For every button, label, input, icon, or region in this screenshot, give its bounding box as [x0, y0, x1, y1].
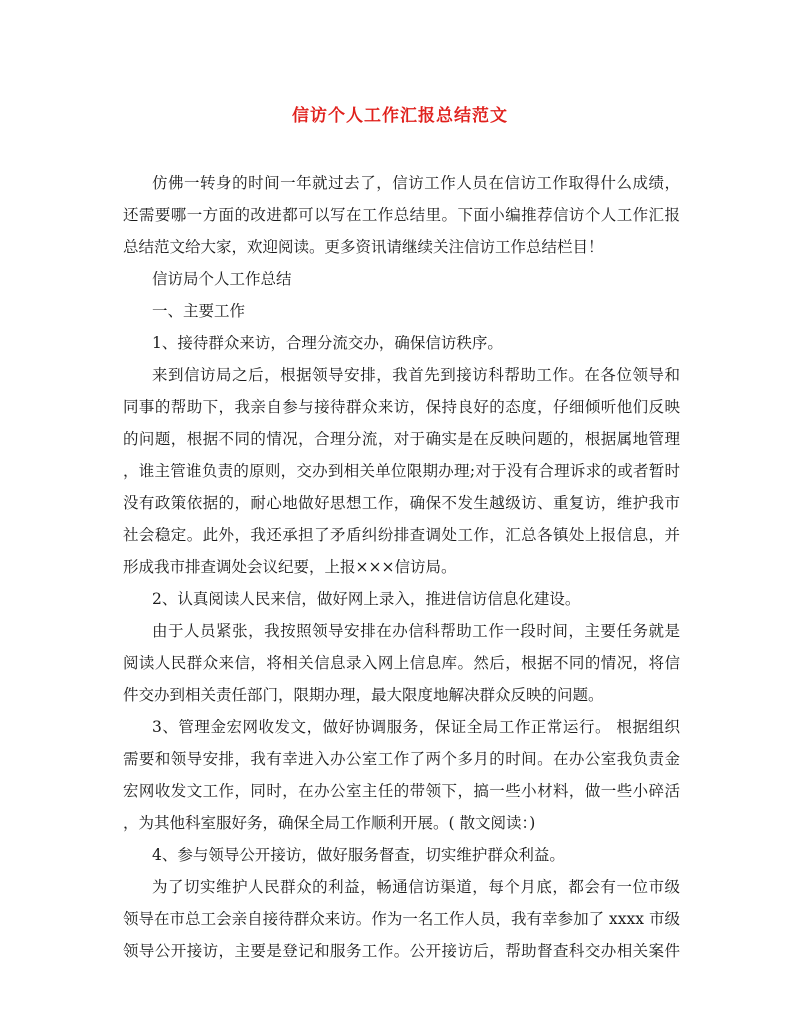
body-line: 同事的帮助下，我亲自参与接待群众来访，保持良好的态度，仔细倾听他们反映 [123, 398, 680, 416]
body-line: 还需要哪一方面的改进都可以写在工作总结里。下面小编推荐信访个人工作汇报 [123, 206, 680, 224]
body-line: 仿佛一转身的时间一年就过去了，信访工作人员在信访工作取得什么成绩， [152, 174, 680, 192]
document-body [123, 167, 680, 967]
body-line: 信访局个人工作总结 [152, 270, 292, 288]
body-line: 1、接待群众来访，合理分流交办，确保信访秩序。 [152, 334, 503, 352]
body-line: 总结范文给大家，欢迎阅读。更多资讯请继续关注信访工作总结栏目！ [123, 238, 604, 256]
body-line: 没有政策依据的，耐心地做好思想工作，确保不发生越级访、重复访，维护我市 [123, 494, 680, 512]
body-line: ，为其他科室服好务，确保全局工作顺利开展。( 散文阅读：) [123, 814, 536, 832]
body-line: 件交办到相关责任部门，限期办理，最大限度地解决群众反映的问题。 [123, 686, 604, 704]
body-line: ，谁主管谁负责的原则，交办到相关单位限期办理;对于没有合理诉求的或者暂时 [123, 462, 680, 480]
body-line: 4、参与领导公开接访，做好服务督查，切实维护群众利益。 [152, 846, 565, 864]
body-line: 由于人员紧张，我按照领导安排在办信科帮助工作一段时间，主要任务就是 [152, 622, 680, 640]
body-line: 形成我市排查调处会议纪要，上报×××信访局。 [123, 558, 457, 576]
body-line: 阅读人民群众来信，将相关信息录入网上信息库。然后，根据不同的情况，将信 [123, 654, 680, 672]
document-title: 信访个人工作汇报总结范文 [292, 106, 508, 126]
body-line: 为了切实维护人民群众的利益，畅通信访渠道，每个月底，都会有一位市级 [152, 878, 680, 896]
body-line: 2、认真阅读人民来信，做好网上录入，推进信访信息化建设。 [152, 590, 581, 608]
body-line: 一、主要工作 [152, 302, 246, 320]
body-line: 宏网收发文工作，同时，在办公室主任的带领下，搞一些小材料，做一些小碎活 [123, 782, 680, 800]
body-line: 社会稳定。此外，我还承担了矛盾纠纷排查调处工作，汇总各镇处上报信息，并 [123, 526, 680, 544]
body-line: 3、管理金宏网收发文，做好协调服务，保证全局工作正常运行。 根据组织 [152, 718, 680, 736]
body-line: 来到信访局之后，根据领导安排，我首先到接访科帮助工作。在各位领导和 [152, 366, 680, 384]
body-line: 领导公开接访，主要是登记和服务工作。公开接访后，帮助督查科交办相关案件 [123, 942, 680, 960]
body-line: 领导在市总工会亲自接待群众来访。作为一名工作人员，我有幸参加了 xxxx 市级 [123, 910, 680, 928]
body-line: 的问题，根据不同的情况，合理分流，对于确实是在反映问题的，根据属地管理 [123, 430, 680, 448]
body-line: 需要和领导安排，我有幸进入办公室工作了两个多月的时间。在办公室我负责金 [123, 750, 680, 768]
